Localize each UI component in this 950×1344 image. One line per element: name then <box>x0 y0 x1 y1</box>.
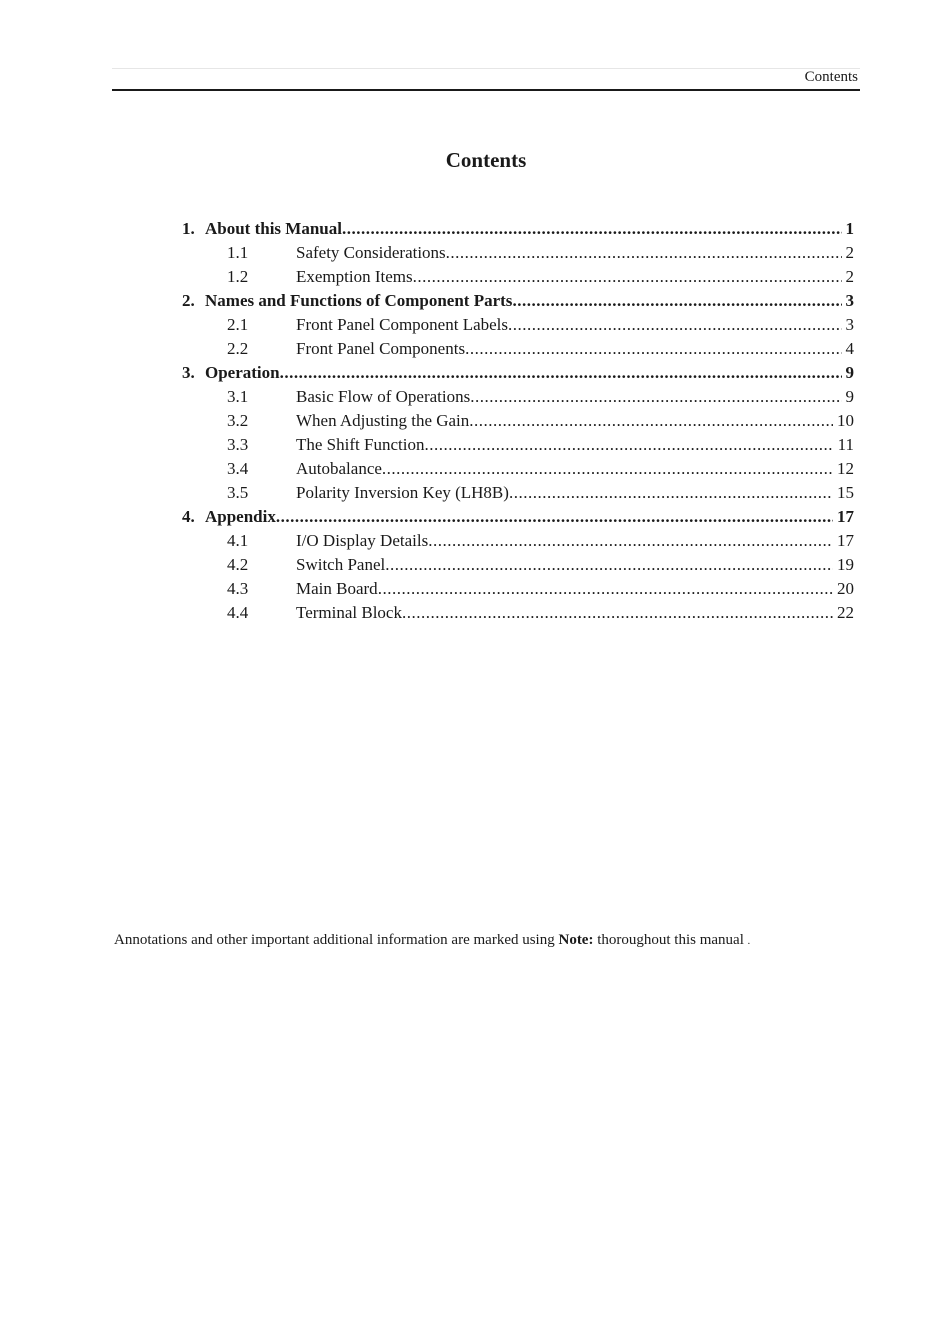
toc-section-row[interactable] <box>182 529 854 553</box>
toc-title: Names and Functions of Component Parts <box>205 291 513 310</box>
toc-title: Safety Considerations <box>296 243 446 262</box>
toc-page-number: 15 <box>837 483 854 502</box>
toc-page-number: 2 <box>845 243 854 262</box>
toc-title: When Adjusting the Gain <box>296 411 470 430</box>
toc-page-number: 9 <box>845 387 854 406</box>
toc-number: 4. <box>182 507 195 526</box>
note-keyword: Note: <box>558 932 594 948</box>
toc-dot-leader <box>276 505 833 529</box>
toc-title: Front Panel Components <box>296 339 466 358</box>
toc-dot-leader <box>342 217 842 241</box>
toc-page-number: 3 <box>845 291 854 310</box>
toc-title: Main Board <box>296 579 378 598</box>
toc-section-row[interactable] <box>182 457 854 481</box>
toc-dot-leader <box>402 601 833 625</box>
toc-number: 3. <box>182 363 195 382</box>
toc-page-number: 2 <box>845 267 854 286</box>
toc-number: 1. <box>182 219 195 238</box>
toc-section-row[interactable] <box>182 385 854 409</box>
toc-page-number: 1 <box>845 219 854 238</box>
toc-page-number: 19 <box>837 555 854 574</box>
toc-title: Switch Panel <box>296 555 386 574</box>
toc-section-row[interactable] <box>182 265 854 289</box>
toc-dot-leader <box>509 481 833 505</box>
header-top-rule <box>112 68 860 69</box>
toc-page-number: 4 <box>845 339 854 358</box>
toc-number: 4.4 <box>227 603 249 622</box>
toc-page-number: 12 <box>837 459 854 478</box>
toc-dot-leader <box>470 385 841 409</box>
toc-section-row[interactable] <box>182 313 854 337</box>
toc-section-row[interactable] <box>182 409 854 433</box>
table-of-contents <box>182 217 854 625</box>
toc-page-number: 22 <box>837 603 854 622</box>
toc-number: 3.2 <box>227 411 249 430</box>
toc-dot-leader <box>508 313 841 337</box>
toc-number: 1.2 <box>227 267 249 286</box>
toc-title: Basic Flow of Operations <box>296 387 471 406</box>
toc-number: 3.5 <box>227 483 249 502</box>
note-line <box>114 930 750 952</box>
toc-dot-leader <box>280 361 842 385</box>
toc-dot-leader <box>413 265 842 289</box>
toc-dot-leader <box>465 337 841 361</box>
note-suffix: thoroughout this manual <box>593 932 744 948</box>
toc-dot-leader <box>385 553 833 577</box>
toc-chapter-row[interactable] <box>182 217 854 241</box>
toc-dot-leader <box>378 577 833 601</box>
note-end-mark: . <box>747 936 751 947</box>
toc-section-row[interactable] <box>182 553 854 577</box>
toc-section-row[interactable] <box>182 481 854 505</box>
toc-title: The Shift Function <box>296 435 425 454</box>
toc-chapter-row[interactable] <box>182 361 854 385</box>
toc-title: Terminal Block <box>296 603 402 622</box>
note-prefix: Annotations and other important additional information are marked using <box>114 932 559 948</box>
toc-section-row[interactable] <box>182 433 854 457</box>
toc-section-row[interactable] <box>182 577 854 601</box>
toc-dot-leader <box>512 289 841 313</box>
toc-title: I/O Display Details <box>296 531 429 550</box>
toc-title: Appendix <box>205 507 276 526</box>
toc-page-number: 3 <box>845 315 854 334</box>
toc-page-number: 20 <box>837 579 854 598</box>
toc-number: 4.2 <box>227 555 249 574</box>
toc-title: Autobalance <box>296 459 382 478</box>
toc-title: Polarity Inversion Key (LH8B) <box>296 483 509 502</box>
toc-chapter-row[interactable] <box>182 289 854 313</box>
toc-number: 4.1 <box>227 531 249 550</box>
toc-number: 2.1 <box>227 315 249 334</box>
toc-dot-leader <box>428 529 833 553</box>
toc-page-number: 9 <box>845 363 854 382</box>
toc-title: About this Manual <box>205 219 342 238</box>
toc-dot-leader <box>382 457 833 481</box>
toc-title: Front Panel Component Labels <box>296 315 509 334</box>
toc-section-row[interactable] <box>182 601 854 625</box>
toc-number: 3.3 <box>227 435 249 454</box>
toc-number: 3.1 <box>227 387 249 406</box>
toc-dot-leader <box>469 409 833 433</box>
toc-title: Exemption Items <box>296 267 413 286</box>
toc-title: Operation <box>205 363 280 382</box>
running-header: Contents <box>804 69 858 85</box>
toc-dot-leader <box>446 241 842 265</box>
toc-dot-leader <box>424 433 833 457</box>
toc-number: 2. <box>182 291 195 310</box>
toc-number: 1.1 <box>227 243 249 262</box>
toc-page-number: 17 <box>837 531 854 550</box>
page-title: Contents <box>445 148 527 172</box>
toc-page-number: 17 <box>837 507 854 526</box>
toc-number: 3.4 <box>227 459 249 478</box>
toc-number: 2.2 <box>227 339 249 358</box>
toc-section-row[interactable] <box>182 241 854 265</box>
toc-number: 4.3 <box>227 579 249 598</box>
toc-page-number: 11 <box>837 435 854 454</box>
toc-page-number: 10 <box>837 411 854 430</box>
header-rule <box>112 89 860 91</box>
toc-chapter-row[interactable] <box>182 505 854 529</box>
toc-section-row[interactable] <box>182 337 854 361</box>
